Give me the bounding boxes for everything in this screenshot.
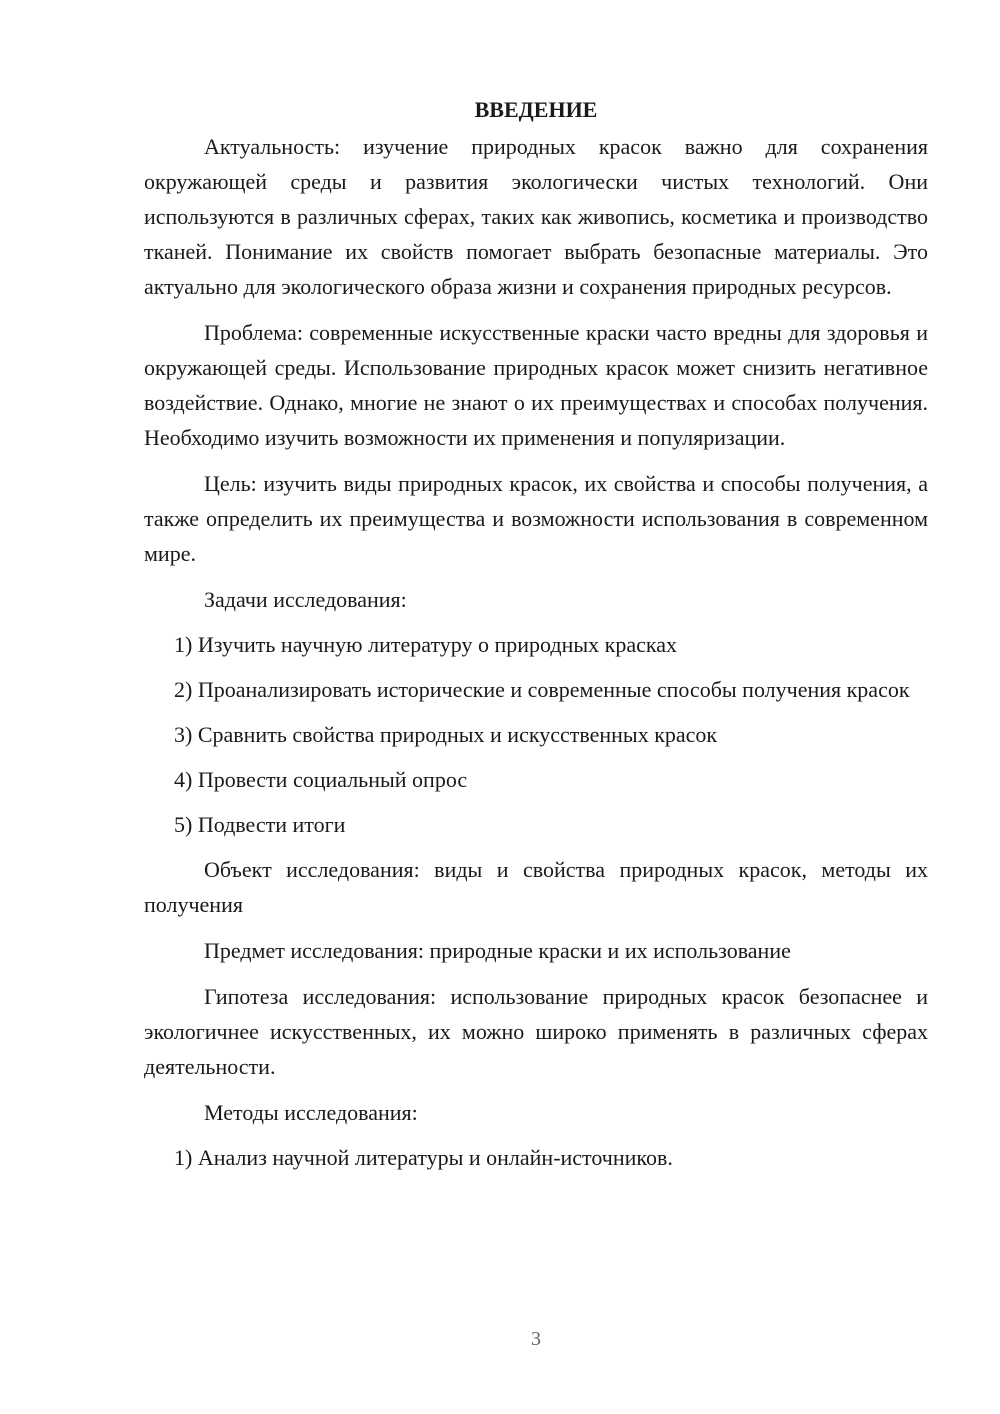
section-title: ВВЕДЕНИЕ	[474, 97, 598, 122]
page-number: 3	[531, 1328, 541, 1350]
method-item-1: 1) Анализ научной литературы и онлайн-источников.	[174, 1145, 673, 1170]
methods-heading: Методы исследования:	[204, 1100, 418, 1125]
relevance-paragraph: Актуальность: изучение природных красок важно для сохранения окружающей среды и развития экологически чистых технологий. Они используются в различных сферах, таких как живопись, косметика и производство тканей. Понимание их свойств помогает выбрать безопасные материалы. Это актуально для экологического образа жизни и сохранения природных ресурсов.	[144, 134, 928, 299]
document-page	[144, 92, 928, 1185]
tasks-heading: Задачи исследования:	[204, 587, 407, 612]
task-item-4: 4) Провести социальный опрос	[174, 767, 468, 792]
problem-paragraph: Проблема: современные искусственные краски часто вредны для здоровья и окружающей среды. Использование природных красок может снизить негативное воздействие. Однако, многие не знают о их преимуществах и способах получения. Необходимо изучить возможности их применения и популяризации.	[144, 320, 928, 450]
goal-paragraph: Цель: изучить виды природных красок, их свойства и способы получения, а также определить их преимущества и возможности использования в современном мире.	[144, 471, 928, 566]
task-item-2: 2) Проанализировать исторические и современные способы получения красок	[174, 677, 910, 702]
object-paragraph: Объект исследования: виды и свойства природных красок, методы их получения	[144, 857, 928, 917]
hypothesis-paragraph: Гипотеза исследования: использование природных красок безопаснее и экологичнее искусственных, их можно широко применять в различных сферах деятельности.	[144, 984, 928, 1079]
task-item-1: 1) Изучить научную литературу о природных красках	[174, 632, 677, 657]
task-item-5: 5) Подвести итоги	[174, 812, 346, 837]
subject-paragraph: Предмет исследования: природные краски и их использование	[204, 938, 791, 963]
task-item-3: 3) Сравнить свойства природных и искусственных красок	[174, 722, 718, 747]
